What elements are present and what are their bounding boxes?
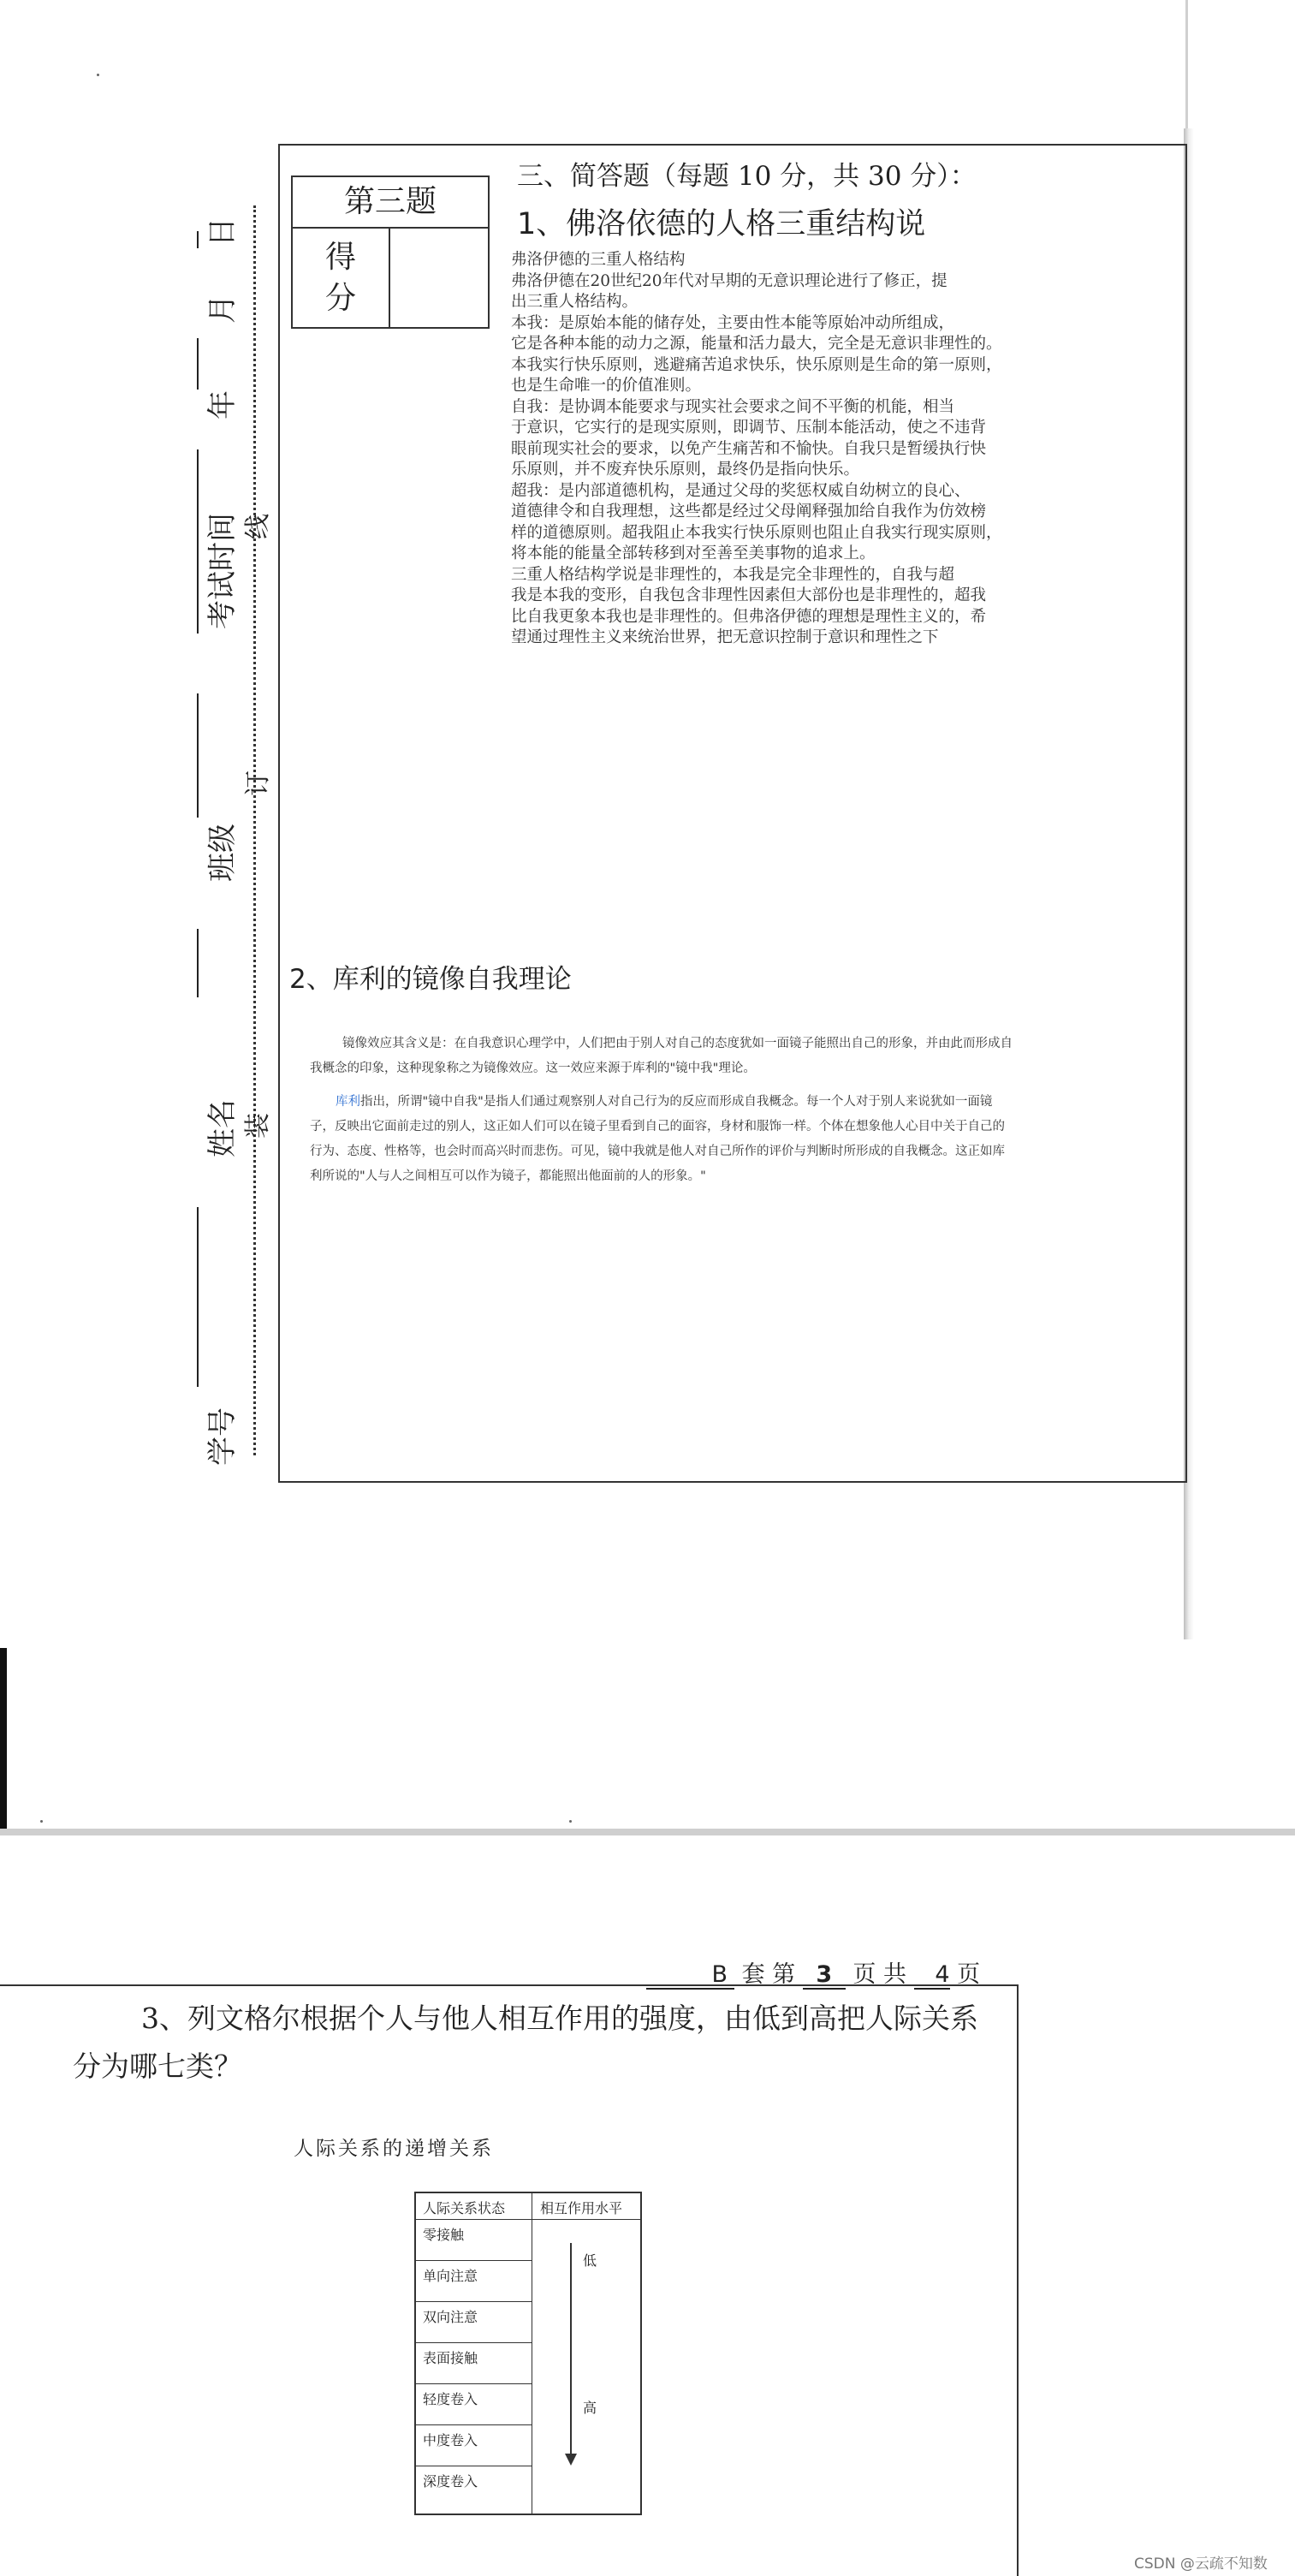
answer-line: 行为、态度、性格等，也会时而高兴时而悲伤。可见，镜中我就是他人对自己所作的评价与判断时所形成的自我概念。这正如库: [310, 1145, 1005, 1158]
table-row: 中度卷入: [423, 2432, 478, 2448]
answer-line: 将本能的能量全部转移到对至善至美事物的追求上。: [511, 544, 876, 562]
table-divider: [416, 2260, 532, 2261]
page-2-top-rule: [0, 1984, 1019, 1986]
student-id-underline: [197, 1207, 199, 1387]
answer-line: 弗洛伊德在20世纪20年代对早期的无意识理论进行了修正，提: [511, 271, 947, 290]
scan-speck: [40, 1820, 43, 1823]
date-underline: [197, 231, 199, 248]
answer-line: 样的道德原则。超我阻止本我实行快乐原则也阻止自我实行现实原则，: [511, 523, 1002, 542]
answer-line: 自我：是协调本能要求与现实社会要求之间不平衡的机能，相当: [511, 397, 955, 416]
name-underline: [197, 929, 199, 997]
class-label: 班级: [205, 824, 240, 882]
csdn-watermark: CSDN @云疏不知数: [1134, 2555, 1268, 2573]
table-divider: [416, 2424, 532, 2425]
table-row: 双向注意: [423, 2309, 478, 2325]
answer-line: 三重人格结构学说是非理性的，本我是完全非理性的，自我与超: [511, 565, 955, 584]
arrow-down-icon: [565, 2454, 577, 2466]
question-1-answer: [511, 250, 1042, 649]
table-header: 相互作用水平: [540, 2200, 623, 2216]
section-title: 三、简答题（每题 10 分，共 30 分）：: [517, 161, 977, 192]
page-divider: [0, 1829, 1295, 1835]
score-box-label: 得 分: [293, 227, 390, 327]
table-divider: [416, 2342, 532, 2343]
date-day-label: 日: [205, 217, 240, 247]
low-label: 低: [583, 2252, 597, 2269]
answer-line: 出三重人格结构。: [511, 293, 639, 311]
answer-line: 乐原则，并不废弃快乐原则，最终仍是指向快乐。: [511, 461, 860, 479]
answer-line: 我是本我的变形，自我包含非理性因素但大部份也是非理性的，超我: [511, 586, 987, 604]
answer-line: 利所说的"人与人之间相互可以作为镜子，都能照出他面前的人的形象。": [310, 1169, 706, 1183]
question-3-line: 3、列文格尔根据个人与他人相互作用的强度，由低到高把人际关系: [141, 2002, 978, 2035]
exam-time-label: 考试时间: [205, 513, 240, 629]
question-3: [73, 1995, 1014, 2091]
answer-line: 本我实行快乐原则，逃避痛苦追求快乐，快乐原则是生命的第一原则，: [511, 355, 1002, 374]
fold-label: 装: [243, 1113, 273, 1139]
answer-line: 于意识，它实行的是现实原则，即调节、压制本能活动，使之不违背: [511, 419, 987, 437]
question-2-answer: [310, 1032, 1149, 1189]
answer-line: 我概念的印象，这种现象称之为镜像效应。这一效应来源于库利的"镜中我"理论。: [310, 1062, 756, 1075]
table-row: 单向注意: [423, 2268, 478, 2284]
table-row: 深度卷入: [423, 2473, 478, 2490]
date-year-label: 年: [205, 390, 240, 419]
scan-edge-bar: [0, 1648, 7, 1832]
table-divider: [416, 2383, 532, 2384]
score-box: [291, 176, 490, 329]
table-divider: [416, 2301, 532, 2302]
student-id-label: 学号: [205, 1407, 240, 1466]
scan-shadow: [1185, 0, 1188, 137]
question-1-title: 1、佛洛依德的人格三重结构说: [517, 207, 926, 241]
relationship-table: [414, 2192, 642, 2515]
increasing-arrow: [570, 2243, 572, 2457]
high-label: 高: [583, 2400, 597, 2416]
score-box-header: 第三题: [293, 177, 488, 229]
page-2-right-rule: [1017, 1984, 1019, 2576]
answer-line: 眼前现实社会的要求，以免产生痛苦和不愉快。自我只是暂缓执行快: [511, 439, 987, 458]
kuli-link[interactable]: 库利: [336, 1095, 360, 1109]
answer-line: 弗洛伊德的三重人格结构: [511, 251, 686, 269]
answer-line: 库利指出，所谓"镜中自我"是指人们通过观察别人对自己行为的反应而形成自我概念。每一个人对于别人来说犹如一面镜: [336, 1095, 993, 1109]
answer-line: 它是各种本能的动力之源，能量和活力最大，完全是无意识非理性的。: [511, 335, 1002, 353]
table-row: 表面接触: [423, 2350, 478, 2366]
date-underline: [197, 338, 199, 390]
answer-line: 超我：是内部道德机构，是通过父母的奖惩权威自幼树立的良心、: [511, 481, 971, 500]
table-row: 轻度卷入: [423, 2391, 478, 2407]
binding-dashed-line: [253, 205, 256, 1455]
answer-line: 望通过理性主义来统治世界，把无意识控制于意识和理性之下: [511, 628, 939, 646]
scan-speck: [569, 1820, 572, 1823]
name-label: 姓名: [205, 1099, 240, 1157]
page-number-header: B 套 第 3 页 共 4 页: [646, 1955, 980, 1990]
table-row: 零接触: [423, 2227, 465, 2243]
line-label: 线: [243, 514, 273, 539]
question-3-line: 分为哪七类？: [73, 2049, 242, 2083]
answer-line: 子，反映出它面前走过的别人，这正如人们可以在镜子里看到自己的面容，身材和服饰一样。个体在想象他人心目中关于自己的: [310, 1120, 1005, 1133]
table-header: 人际关系状态: [423, 2200, 506, 2216]
scan-speck: [97, 74, 99, 76]
date-month-label: 月: [205, 294, 240, 324]
class-underline: [197, 693, 199, 818]
table-divider: [416, 2219, 640, 2220]
answer-line: 镜像效应其含义是：在自我意识心理学中，人们把由于别人对自己的态度犹如一面镜子能照出自己的形象，并由此而形成自: [342, 1037, 1013, 1050]
answer-line: 也是生命唯一的价值准则。: [511, 377, 702, 395]
figure-title: 人际关系的递增关系: [294, 2138, 494, 2160]
binding-label: 订: [243, 770, 273, 796]
answer-line: 道德律令和自我理想，这些都是经过父母阐释强加给自我作为仿效榜: [511, 503, 987, 521]
answer-line: 本我：是原始本能的储存处，主要由性本能等原始冲动所组成，: [511, 313, 955, 332]
answer-line: 比自我更象本我也是非理性的。但弗洛伊德的理想是理性主义的，希: [511, 607, 987, 626]
question-2-title: 2、库利的镜像自我理论: [289, 964, 572, 995]
